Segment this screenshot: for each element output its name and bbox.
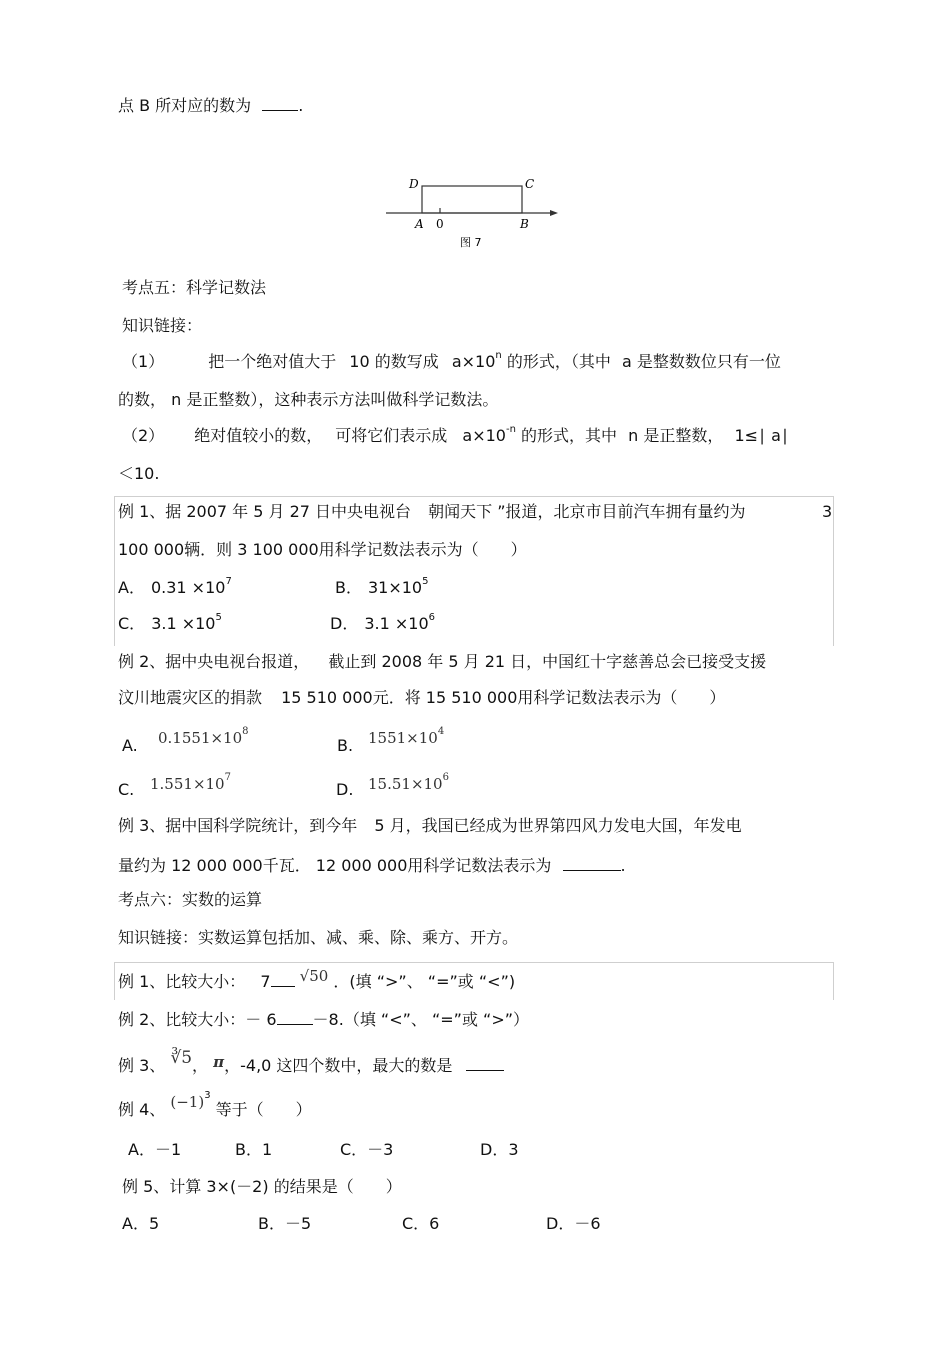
label-b: B	[520, 217, 529, 231]
question-text: 3	[822, 502, 833, 521]
knowledge-link: 知识链接：实数运算包括加、减、乘、除、乘方、开方。	[118, 928, 519, 947]
option-value: 3.1 ×10	[151, 614, 216, 633]
option-d[interactable]	[336, 780, 353, 800]
paragraph-text: 可将它们表示成	[335, 426, 448, 445]
box-right-border	[833, 962, 834, 1000]
exponent: 7	[224, 772, 231, 783]
option-c[interactable]: C．－3	[340, 1140, 394, 1159]
question-text: 7	[260, 972, 271, 991]
section-title-6: 考点六：实数的运算	[118, 890, 263, 909]
period: .	[620, 856, 626, 875]
question-text: 等于（ ）	[215, 1100, 312, 1119]
box-top-border	[114, 962, 834, 963]
math-expression: a×10	[451, 352, 496, 371]
label-a: A	[415, 217, 424, 231]
example-1-question	[118, 502, 746, 522]
paragraph-text: 绝对值较小的数，	[194, 426, 323, 445]
math-expression: a×10	[462, 426, 506, 445]
period: .	[298, 96, 304, 115]
option-value: 3.1 ×10	[364, 614, 429, 633]
exponent: 6	[442, 772, 449, 783]
question-text: 汶川地震灾区的捐款	[118, 688, 263, 707]
option-label: A．	[118, 578, 145, 597]
option-label: B.	[337, 736, 354, 755]
section-title-5: 考点五：科学记数法	[122, 278, 267, 297]
paragraph-text: 的形式，（其中	[501, 352, 611, 371]
exponent: 5	[422, 576, 429, 587]
cbrt-formula: ∛5	[170, 1048, 193, 1068]
question-text: 点 B 所对应的数为	[118, 96, 252, 115]
option-b[interactable]	[335, 578, 428, 598]
question-text: 5 月，我国已经成为世界第四风力发电大国，年发电	[374, 816, 742, 835]
exponent: n	[495, 350, 502, 361]
math-expression: (−1)	[170, 1093, 205, 1111]
option-a-formula	[158, 728, 249, 748]
option-d[interactable]: D．3	[480, 1140, 519, 1159]
number-line-figure	[380, 170, 570, 255]
option-label: D.	[336, 780, 354, 799]
question-text: 朝闻天下 ”报道，北京市目前汽车拥有量约为	[428, 502, 746, 521]
exponent: 6	[428, 612, 435, 623]
option-a[interactable]: A．5	[122, 1214, 160, 1233]
rectangle-abcd	[422, 186, 522, 213]
exponent: 4	[437, 726, 445, 737]
paragraph-1	[122, 352, 781, 372]
paragraph-text: n 是正整数，	[628, 426, 724, 445]
answer-blank	[262, 94, 298, 111]
paragraph-1-cont: 的数， n 是正整数），这种表示方法叫做科学记数法。	[118, 390, 499, 409]
option-b[interactable]	[337, 736, 353, 756]
example-3-question	[118, 816, 742, 836]
section6-example-1	[118, 967, 516, 992]
question-text: 例 1、据 2007 年 5 月 27 日中央电视台	[118, 502, 412, 521]
example-2-question-cont	[118, 688, 725, 708]
question-text: 例 4、	[118, 1100, 166, 1119]
answer-blank	[563, 854, 621, 871]
box-left-border	[114, 496, 115, 646]
option-d-formula	[368, 774, 449, 794]
option-label: C.	[118, 780, 135, 799]
paragraph-text: 10 的数写成	[349, 352, 439, 371]
question-line-point-b	[118, 94, 303, 116]
option-b[interactable]: B．1	[235, 1140, 273, 1159]
question-text: ，	[192, 1056, 209, 1075]
question-text: 15 510 000元．将 15 510 000用科学记数法表示为（ ）	[281, 688, 726, 707]
question-text: 例 2、据中央电视台报道，	[118, 652, 310, 671]
question-text: 量约为 12 000 000千瓦． 12 000 000用科学记数法表示为	[118, 856, 552, 875]
label-c: C	[525, 177, 535, 191]
section6-example-4	[118, 1090, 312, 1120]
option-c[interactable]	[118, 780, 134, 800]
exponent: 5	[215, 612, 222, 623]
label-d: D	[409, 177, 419, 191]
option-value: 0.31 ×10	[150, 578, 226, 597]
paragraph-2-cont: ＜10.	[118, 464, 160, 483]
option-a[interactable]	[122, 736, 138, 756]
option-label: C．	[118, 614, 146, 633]
paragraph-text: 把一个绝对值大于	[208, 352, 337, 371]
question-text: ，-4,0 这四个数中，最大的数是	[224, 1056, 453, 1075]
paragraph-text: 1≤∣ a∣	[734, 426, 789, 445]
box-right-border	[833, 496, 834, 646]
option-value: 1551×10	[368, 729, 438, 747]
sqrt-formula: √50	[299, 967, 329, 985]
question-text: 例 1、比较大小：	[118, 972, 246, 991]
question-text: 截止到 2008 年 5 月 21 日，中国红十字慈善总会已接受支援	[328, 652, 767, 671]
axis-arrow-icon	[550, 210, 558, 216]
box-left-border	[114, 962, 115, 1000]
option-c[interactable]: C．6	[402, 1214, 440, 1233]
paragraph-text: a 是整数数位只有一位	[621, 352, 781, 371]
question-text: 例 3、据中国科学院统计，到今年	[118, 816, 358, 835]
question-text: 例 2、比较大小：－ 6	[118, 1010, 277, 1029]
example-1-question-cont: 100 000辆．则 3 100 000用科学记数法表示为（ ）	[118, 540, 527, 559]
option-d[interactable]	[330, 614, 435, 634]
section6-example-2	[118, 1008, 529, 1030]
option-value: 1.551×10	[150, 775, 225, 793]
option-label: A.	[122, 736, 138, 755]
exponent: 3	[204, 1090, 211, 1101]
example-3-question-cont	[118, 854, 626, 876]
option-label: D．	[330, 614, 359, 633]
exponent: -n	[505, 424, 516, 435]
question-text: ．(填 “>”、 “=”或 “<”)	[333, 972, 516, 991]
pi-symbol: π	[213, 1053, 225, 1071]
knowledge-link: 知识链接：	[122, 316, 203, 335]
option-a[interactable]	[118, 578, 232, 598]
box-top-border	[114, 496, 834, 497]
section6-example-3	[118, 1048, 504, 1076]
question-text: －8.（填 “<”、 “=”或 “>”）	[312, 1010, 530, 1029]
paragraph-text: 的形式，其中	[515, 426, 618, 445]
answer-blank	[277, 1008, 313, 1025]
option-a[interactable]: A．－1	[128, 1140, 182, 1159]
answer-blank	[466, 1054, 504, 1071]
option-value: 31×10	[367, 578, 423, 597]
option-value: 15.51×10	[368, 775, 443, 793]
exponent: 8	[242, 726, 249, 737]
paragraph-number: （2）	[122, 426, 165, 445]
option-b[interactable]: B．－5	[258, 1214, 312, 1233]
answer-blank	[271, 970, 295, 987]
option-value: 0.1551×10	[158, 729, 243, 747]
option-c[interactable]	[118, 614, 222, 634]
exponent: 7	[225, 576, 232, 587]
question-text: 例 3、	[118, 1056, 166, 1075]
option-d[interactable]: D．－6	[546, 1214, 601, 1233]
option-label: B．	[335, 578, 362, 597]
example-2-question	[118, 652, 766, 672]
option-c-formula	[150, 774, 231, 794]
paragraph-2	[122, 426, 789, 446]
paragraph-number: （1）	[122, 352, 165, 371]
section6-example-5: 例 5、计算 3×(－2) 的结果是（ ）	[122, 1177, 402, 1196]
option-b-formula	[368, 728, 444, 748]
figure-caption: 图 7	[460, 236, 482, 249]
label-zero: 0	[436, 217, 444, 231]
